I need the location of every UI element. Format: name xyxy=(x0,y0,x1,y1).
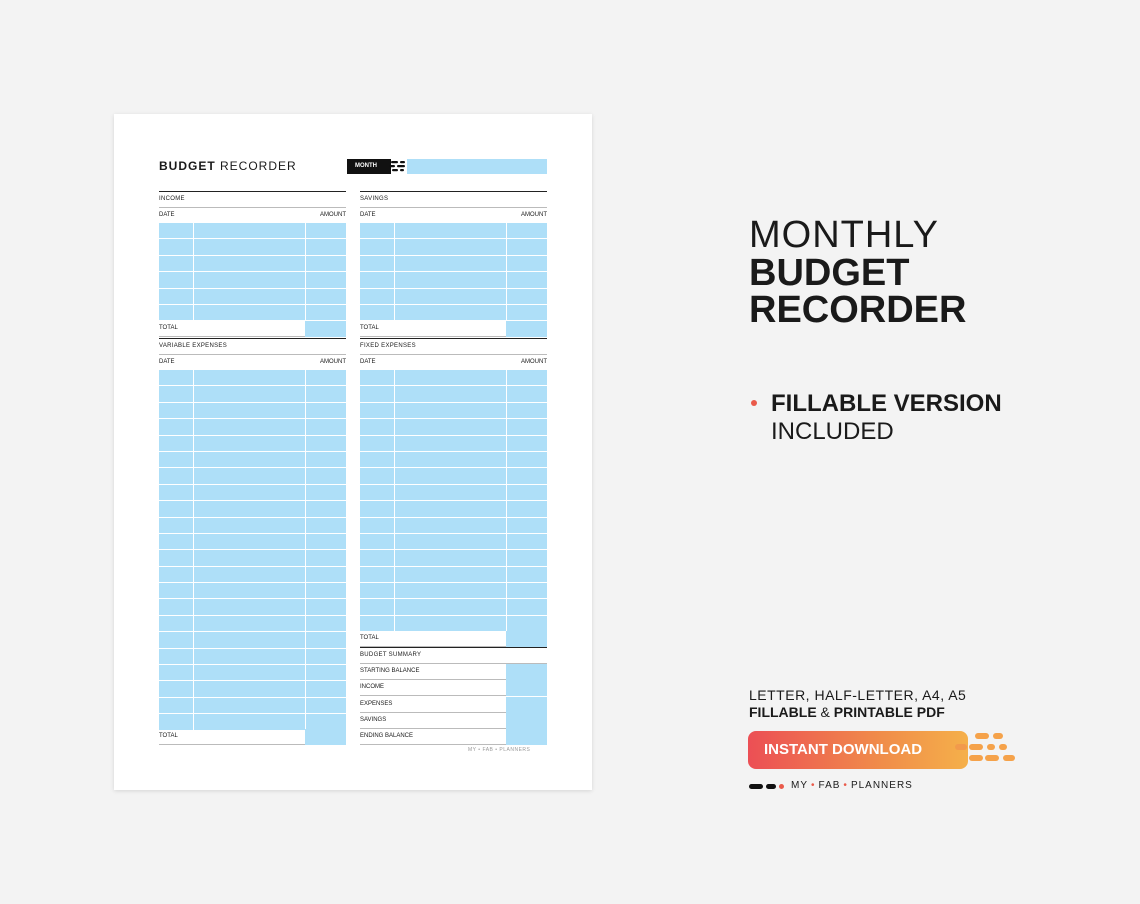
entry-row xyxy=(360,305,547,321)
description-cell[interactable] xyxy=(395,419,506,434)
entry-row xyxy=(360,370,547,386)
entry-row xyxy=(159,419,346,435)
amount-cell[interactable] xyxy=(306,403,346,418)
entry-row xyxy=(360,567,547,583)
entry-row xyxy=(159,518,346,534)
amount-cell[interactable] xyxy=(306,419,346,434)
date-cell[interactable] xyxy=(360,223,394,238)
date-cell[interactable] xyxy=(360,468,394,483)
entry-row xyxy=(159,485,346,501)
amount-cell[interactable] xyxy=(306,616,346,631)
date-cell[interactable] xyxy=(360,436,394,451)
date-cell[interactable] xyxy=(360,452,394,467)
date-cell[interactable] xyxy=(159,518,193,533)
date-cell[interactable] xyxy=(360,256,394,271)
date-cell[interactable] xyxy=(159,550,193,565)
description-cell[interactable] xyxy=(194,223,305,238)
entry-row xyxy=(159,223,346,239)
entry-row xyxy=(360,256,547,272)
date-cell[interactable] xyxy=(360,419,394,434)
variable-amount-header: AMOUNT xyxy=(320,359,346,365)
amount-cell[interactable] xyxy=(306,534,346,549)
description-cell[interactable] xyxy=(395,256,506,271)
savings-total-row xyxy=(360,321,547,337)
amount-cell[interactable] xyxy=(306,436,346,451)
amount-cell[interactable] xyxy=(306,501,346,516)
date-cell[interactable] xyxy=(159,501,193,516)
entry-row xyxy=(159,583,346,599)
summary-row xyxy=(360,729,547,745)
right-column xyxy=(360,190,547,750)
description-cell[interactable] xyxy=(194,550,305,565)
date-cell[interactable] xyxy=(159,256,193,271)
amount-cell[interactable] xyxy=(507,289,547,304)
amount-cell[interactable] xyxy=(507,386,547,401)
summary-row xyxy=(360,664,547,680)
amount-cell[interactable] xyxy=(306,550,346,565)
date-cell[interactable] xyxy=(159,370,193,385)
income-total-row xyxy=(159,321,346,337)
amount-cell[interactable] xyxy=(306,305,346,320)
fixed-amount-header: AMOUNT xyxy=(521,359,547,365)
date-cell[interactable] xyxy=(360,403,394,418)
date-cell[interactable] xyxy=(159,485,193,500)
entry-row xyxy=(360,534,547,550)
date-cell[interactable] xyxy=(159,419,193,434)
entry-row xyxy=(360,272,547,288)
entry-row xyxy=(360,485,547,501)
entry-row xyxy=(159,452,346,468)
entry-row xyxy=(360,501,547,517)
description-cell[interactable] xyxy=(395,550,506,565)
entry-row xyxy=(159,386,346,402)
description-cell[interactable] xyxy=(194,468,305,483)
savings-amount-header: AMOUNT xyxy=(521,212,547,218)
date-cell[interactable] xyxy=(360,583,394,598)
amount-cell[interactable] xyxy=(306,567,346,582)
amount-cell[interactable] xyxy=(306,518,346,533)
income-date-header: DATE xyxy=(159,212,175,218)
income-total-field[interactable] xyxy=(305,321,346,337)
entry-row xyxy=(159,550,346,566)
month-label: MONTH xyxy=(347,159,391,174)
description-cell[interactable] xyxy=(395,518,506,533)
description-cell[interactable] xyxy=(194,518,305,533)
date-cell[interactable] xyxy=(159,386,193,401)
title-bold: BUDGET xyxy=(159,159,216,173)
feature-fillable: FILLABLE VERSION xyxy=(771,390,1002,417)
amount-cell[interactable] xyxy=(507,272,547,287)
left-column xyxy=(159,190,346,750)
budget-summary-label: BUDGET SUMMARY xyxy=(360,652,422,658)
fixed-total-row xyxy=(360,631,547,647)
entry-row xyxy=(360,550,547,566)
amount-cell[interactable] xyxy=(507,518,547,533)
description-cell[interactable] xyxy=(194,534,305,549)
description-cell[interactable] xyxy=(395,452,506,467)
amount-cell[interactable] xyxy=(306,272,346,287)
amount-cell[interactable] xyxy=(507,452,547,467)
amount-cell[interactable] xyxy=(507,419,547,434)
description-cell[interactable] xyxy=(194,681,305,696)
income-amount-header: AMOUNT xyxy=(320,212,346,218)
description-cell[interactable] xyxy=(194,370,305,385)
amount-cell[interactable] xyxy=(507,583,547,598)
summary-label: ENDING BALANCE xyxy=(360,733,414,740)
date-cell[interactable] xyxy=(360,305,394,320)
amount-cell[interactable] xyxy=(306,370,346,385)
date-cell[interactable] xyxy=(159,534,193,549)
entry-row xyxy=(159,599,346,615)
date-cell[interactable] xyxy=(159,223,193,238)
description-cell[interactable] xyxy=(395,223,506,238)
entry-row xyxy=(360,386,547,402)
entry-row xyxy=(159,289,346,305)
document-title xyxy=(159,159,297,173)
entry-row xyxy=(360,239,547,255)
fixed-date-header: DATE xyxy=(360,359,376,365)
date-cell[interactable] xyxy=(360,386,394,401)
brand-word-planners: PLANNERS xyxy=(850,780,913,791)
date-cell[interactable] xyxy=(159,616,193,631)
footer-brand: MY • FAB • PLANNERS xyxy=(468,747,531,753)
description-cell[interactable] xyxy=(194,386,305,401)
date-cell[interactable] xyxy=(159,681,193,696)
description-cell[interactable] xyxy=(194,436,305,451)
date-cell[interactable] xyxy=(159,698,193,713)
amount-cell[interactable] xyxy=(306,714,346,729)
date-cell[interactable] xyxy=(159,468,193,483)
description-cell[interactable] xyxy=(194,272,305,287)
savings-date-header: DATE xyxy=(360,212,376,218)
amount-cell[interactable] xyxy=(507,403,547,418)
amount-cell[interactable] xyxy=(306,485,346,500)
description-cell[interactable] xyxy=(395,305,506,320)
amount-cell[interactable] xyxy=(507,550,547,565)
amount-cell[interactable] xyxy=(507,599,547,614)
description-cell[interactable] xyxy=(194,256,305,271)
variable-total-row xyxy=(159,729,346,745)
date-cell[interactable] xyxy=(360,534,394,549)
summary-row xyxy=(360,713,547,729)
summary-field[interactable] xyxy=(506,664,547,680)
entry-row xyxy=(360,223,547,239)
description-cell[interactable] xyxy=(194,485,305,500)
entry-row xyxy=(159,534,346,550)
fillable-printable-text xyxy=(749,704,945,720)
description-cell[interactable] xyxy=(194,567,305,582)
fixed-total-label: TOTAL xyxy=(360,635,379,641)
date-cell[interactable] xyxy=(159,714,193,729)
entry-row xyxy=(360,599,547,615)
date-cell[interactable] xyxy=(360,501,394,516)
date-cell[interactable] xyxy=(360,550,394,565)
income-total-label: TOTAL xyxy=(159,325,178,331)
date-cell[interactable] xyxy=(360,485,394,500)
amount-cell[interactable] xyxy=(306,599,346,614)
planner-page xyxy=(114,114,592,790)
amount-cell[interactable] xyxy=(507,501,547,516)
description-cell[interactable] xyxy=(194,698,305,713)
income-label: INCOME xyxy=(159,196,185,202)
summary-field[interactable] xyxy=(506,697,547,713)
savings-total-label: TOTAL xyxy=(360,325,379,331)
amount-cell[interactable] xyxy=(306,665,346,680)
variable-total-label: TOTAL xyxy=(159,733,178,739)
amount-cell[interactable] xyxy=(507,616,547,631)
description-cell[interactable] xyxy=(194,305,305,320)
variable-date-header: DATE xyxy=(159,359,175,365)
entry-row xyxy=(360,419,547,435)
bullet-icon xyxy=(751,400,757,406)
date-cell[interactable] xyxy=(159,632,193,647)
date-cell[interactable] xyxy=(360,518,394,533)
variable-expenses-label: VARIABLE EXPENSES xyxy=(159,343,228,349)
date-cell[interactable] xyxy=(159,305,193,320)
month-input[interactable] xyxy=(407,159,547,174)
date-cell[interactable] xyxy=(159,567,193,582)
summary-label: STARTING BALANCE xyxy=(360,668,420,674)
date-cell[interactable] xyxy=(159,583,193,598)
date-cell[interactable] xyxy=(360,599,394,614)
description-cell[interactable] xyxy=(194,665,305,680)
entry-row xyxy=(360,616,547,632)
summary-label: EXPENSES xyxy=(360,700,393,707)
amount-cell[interactable] xyxy=(507,485,547,500)
fillable-word: FILLABLE xyxy=(749,704,817,720)
description-cell[interactable] xyxy=(194,419,305,434)
summary-field[interactable] xyxy=(506,680,547,696)
instant-download-button[interactable]: INSTANT DOWNLOAD xyxy=(748,731,968,769)
brand-dots-icon xyxy=(749,784,785,790)
entry-row xyxy=(159,256,346,272)
entry-row xyxy=(159,698,346,714)
formats-text: LETTER, HALF-LETTER, A4, A5 xyxy=(749,687,967,703)
date-cell[interactable] xyxy=(360,370,394,385)
fixed-expenses-label: FIXED EXPENSES xyxy=(360,343,416,349)
amount-cell[interactable] xyxy=(507,223,547,238)
headline-recorder: RECORDER xyxy=(749,289,967,331)
amount-cell[interactable] xyxy=(306,583,346,598)
amount-cell[interactable] xyxy=(306,256,346,271)
date-cell[interactable] xyxy=(360,616,394,631)
entry-row xyxy=(159,468,346,484)
entry-row xyxy=(159,567,346,583)
date-cell[interactable] xyxy=(360,272,394,287)
description-cell[interactable] xyxy=(395,485,506,500)
description-cell[interactable] xyxy=(395,403,506,418)
feature-included: INCLUDED xyxy=(771,418,894,445)
entry-row xyxy=(159,649,346,665)
amount-cell[interactable] xyxy=(306,681,346,696)
ampersand: & xyxy=(816,704,834,720)
amount-cell[interactable] xyxy=(507,534,547,549)
entry-row xyxy=(159,665,346,681)
title-light: RECORDER xyxy=(220,159,297,173)
entry-row xyxy=(159,681,346,697)
speed-dots-icon xyxy=(955,731,1017,771)
entry-row xyxy=(360,403,547,419)
description-cell[interactable] xyxy=(395,468,506,483)
description-cell[interactable] xyxy=(395,583,506,598)
entry-row xyxy=(360,518,547,534)
amount-cell[interactable] xyxy=(507,567,547,582)
amount-cell[interactable] xyxy=(306,289,346,304)
date-cell[interactable] xyxy=(159,599,193,614)
entry-row xyxy=(360,436,547,452)
date-cell[interactable] xyxy=(159,649,193,664)
amount-cell[interactable] xyxy=(306,632,346,647)
summary-row xyxy=(360,697,547,713)
date-cell[interactable] xyxy=(360,567,394,582)
month-field xyxy=(347,159,547,174)
description-cell[interactable] xyxy=(194,501,305,516)
summary-field[interactable] xyxy=(506,729,547,745)
amount-cell[interactable] xyxy=(306,239,346,254)
fixed-rows xyxy=(360,370,547,632)
amount-cell[interactable] xyxy=(306,649,346,664)
summary-row xyxy=(360,680,547,696)
entry-row xyxy=(360,452,547,468)
description-cell[interactable] xyxy=(395,567,506,582)
description-cell[interactable] xyxy=(194,714,305,729)
date-cell[interactable] xyxy=(159,436,193,451)
date-cell[interactable] xyxy=(159,452,193,467)
printable-pdf-word: PRINTABLE PDF xyxy=(833,704,945,720)
description-cell[interactable] xyxy=(194,239,305,254)
description-cell[interactable] xyxy=(194,632,305,647)
amount-cell[interactable] xyxy=(507,468,547,483)
amount-cell[interactable] xyxy=(507,256,547,271)
amount-cell[interactable] xyxy=(306,452,346,467)
amount-cell[interactable] xyxy=(507,305,547,320)
description-cell[interactable] xyxy=(395,616,506,631)
description-cell[interactable] xyxy=(194,649,305,664)
description-cell[interactable] xyxy=(194,616,305,631)
description-cell[interactable] xyxy=(194,289,305,304)
income-rows xyxy=(159,223,346,321)
amount-cell[interactable] xyxy=(507,239,547,254)
entry-row xyxy=(159,370,346,386)
amount-cell[interactable] xyxy=(306,223,346,238)
description-cell[interactable] xyxy=(194,583,305,598)
amount-cell[interactable] xyxy=(306,386,346,401)
description-cell[interactable] xyxy=(395,289,506,304)
entry-row xyxy=(360,289,547,305)
entry-row xyxy=(159,501,346,517)
headline-budget: BUDGET xyxy=(749,252,910,294)
date-cell[interactable] xyxy=(159,665,193,680)
amount-cell[interactable] xyxy=(306,698,346,713)
description-cell[interactable] xyxy=(395,272,506,287)
entry-row xyxy=(159,239,346,255)
summary-label: SAVINGS xyxy=(360,716,387,723)
entry-row xyxy=(159,305,346,321)
date-cell[interactable] xyxy=(360,289,394,304)
variable-rows xyxy=(159,370,346,731)
entry-row xyxy=(159,616,346,632)
description-cell[interactable] xyxy=(395,370,506,385)
summary-field[interactable] xyxy=(506,713,547,729)
summary-label: INCOME xyxy=(360,684,384,691)
entry-row xyxy=(360,583,547,599)
entry-row xyxy=(159,272,346,288)
description-cell[interactable] xyxy=(194,599,305,614)
description-cell[interactable] xyxy=(395,534,506,549)
entry-row xyxy=(159,632,346,648)
variable-total-field[interactable] xyxy=(305,729,346,745)
amount-cell[interactable] xyxy=(507,370,547,385)
description-cell[interactable] xyxy=(194,403,305,418)
entry-row xyxy=(159,403,346,419)
entry-row xyxy=(360,468,547,484)
savings-label: SAVINGS xyxy=(360,196,389,202)
date-cell[interactable] xyxy=(360,239,394,254)
description-cell[interactable] xyxy=(395,239,506,254)
brand-name: MY • FAB • PLANNERS xyxy=(791,780,913,791)
description-cell[interactable] xyxy=(194,452,305,467)
headline-monthly: MONTHLY xyxy=(749,214,939,256)
fixed-total-field[interactable] xyxy=(506,631,547,647)
description-cell[interactable] xyxy=(395,599,506,614)
date-cell[interactable] xyxy=(159,289,193,304)
date-cell[interactable] xyxy=(159,239,193,254)
amount-cell[interactable] xyxy=(507,436,547,451)
savings-total-field[interactable] xyxy=(506,321,547,337)
description-cell[interactable] xyxy=(395,436,506,451)
brand-word-my: MY xyxy=(791,780,808,791)
brand-word-fab: FAB xyxy=(818,780,841,791)
date-cell[interactable] xyxy=(159,403,193,418)
description-cell[interactable] xyxy=(395,501,506,516)
entry-row xyxy=(159,436,346,452)
savings-rows xyxy=(360,223,547,321)
date-cell[interactable] xyxy=(159,272,193,287)
amount-cell[interactable] xyxy=(306,468,346,483)
description-cell[interactable] xyxy=(395,386,506,401)
